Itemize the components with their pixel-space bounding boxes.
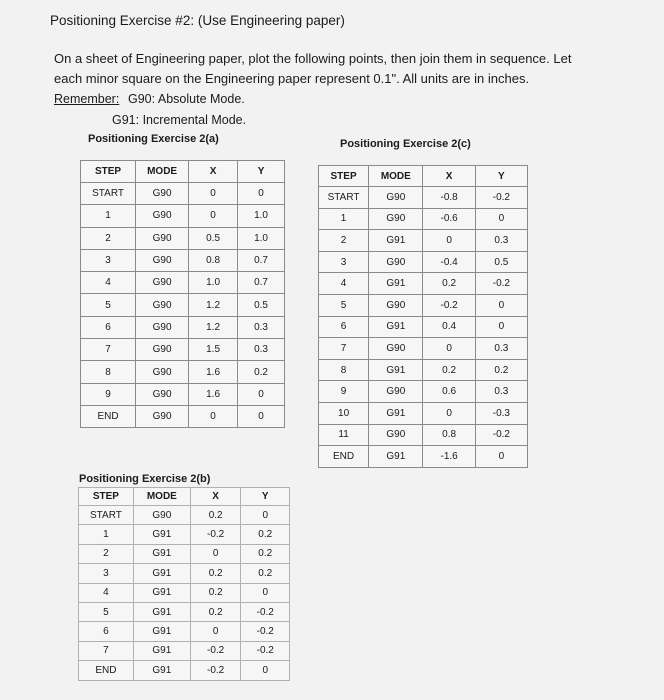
y-cell: 0.7 [238,249,285,271]
x-cell: -0.2 [190,641,241,660]
y-cell: 0 [238,383,285,405]
mode-cell: G90 [369,187,423,209]
instructions-line-1: On a sheet of Engineering paper, plot the following points, then join them in sequence. Let [54,51,572,66]
x-cell: 0.6 [423,381,475,403]
table-row [319,230,528,252]
y-cell: -0.2 [241,602,290,621]
step-cell: 9 [81,383,136,405]
table-row [319,251,528,273]
y-cell: -0.2 [475,187,527,209]
step-cell: 5 [81,294,136,316]
x-cell: 1.6 [189,383,238,405]
step-cell: START [319,187,369,209]
mode-cell: G91 [133,661,190,680]
mode-cell: G91 [369,273,423,295]
mode-cell: G91 [369,402,423,424]
step-cell: 1 [319,208,369,230]
x-cell: 0.8 [423,424,475,446]
mode-cell: G90 [136,272,189,294]
mode-cell: G91 [133,525,190,544]
table-a-caption: Positioning Exercise 2(a) [88,133,219,145]
x-cell: 1.2 [189,294,238,316]
table-row [319,359,528,381]
x-cell: -0.6 [423,208,475,230]
y-cell: 0.3 [238,316,285,338]
table-exercise-2b [78,487,290,681]
x-cell: 0 [190,622,241,641]
step-cell: 8 [81,361,136,383]
y-cell: 0 [475,208,527,230]
mode-cell: G90 [136,249,189,271]
step-cell: 3 [79,564,134,583]
page-title: Positioning Exercise #2: (Use Engineering paper) [50,13,345,28]
x-cell: 0.2 [423,273,475,295]
table-row [319,424,528,446]
step-cell: 4 [79,583,134,602]
x-cell: 0 [423,230,475,252]
table-row [79,564,290,583]
y-cell: 0.2 [475,359,527,381]
y-cell: 0.3 [238,339,285,361]
table-row [81,294,285,316]
y-cell: -0.2 [475,424,527,446]
x-cell: -0.2 [190,661,241,680]
step-cell: 1 [79,525,134,544]
column-header-mode: MODE [133,488,190,506]
y-cell: 0.2 [241,564,290,583]
table-row [81,227,285,249]
y-cell: 1.0 [238,227,285,249]
mode-cell: G90 [136,361,189,383]
y-cell: 0.2 [241,525,290,544]
table-row [79,544,290,563]
y-cell: 0.5 [238,294,285,316]
step-cell: 3 [319,251,369,273]
mode-cell: G90 [136,227,189,249]
y-cell: -0.2 [241,622,290,641]
step-cell: 4 [319,273,369,295]
step-cell: START [79,506,134,525]
x-cell: 0.5 [189,227,238,249]
step-cell: 6 [81,316,136,338]
x-cell: 0 [423,338,475,360]
x-cell: 0 [189,405,238,427]
y-cell: 1.0 [238,205,285,227]
mode-cell: G90 [136,183,189,205]
y-cell: 0.3 [475,381,527,403]
mode-cell: G90 [136,339,189,361]
table-row [79,661,290,680]
mode-cell: G91 [133,602,190,621]
step-cell: 4 [81,272,136,294]
table-exercise-2c [318,165,528,468]
y-cell: 0 [241,506,290,525]
step-cell: 7 [81,339,136,361]
y-cell: -0.2 [241,641,290,660]
x-cell: 1.5 [189,339,238,361]
column-header-step: STEP [81,161,136,183]
table-row [79,641,290,660]
mode-cell: G91 [133,583,190,602]
table-row [319,402,528,424]
table-row [319,273,528,295]
table-row [81,316,285,338]
x-cell: 0.2 [190,564,241,583]
mode-cell: G91 [133,622,190,641]
table-header-row [79,488,290,506]
x-cell: 0.2 [190,602,241,621]
step-cell: 1 [81,205,136,227]
table-row [81,339,285,361]
table-c-caption: Positioning Exercise 2(c) [340,138,471,150]
step-cell: 6 [79,622,134,641]
table-row [81,183,285,205]
y-cell: 0.3 [475,338,527,360]
x-cell: 0 [423,402,475,424]
x-cell: 0.8 [189,249,238,271]
step-cell: 11 [319,424,369,446]
mode-cell: G91 [369,316,423,338]
table-row [319,316,528,338]
column-header-y: Y [238,161,285,183]
y-cell: 0.2 [238,361,285,383]
mode-cell: G91 [369,230,423,252]
y-cell: 0.3 [475,230,527,252]
x-cell: 0 [189,183,238,205]
x-cell: -0.2 [423,294,475,316]
table-row [81,205,285,227]
x-cell: 1.6 [189,361,238,383]
column-header-step: STEP [79,488,134,506]
x-cell: -0.8 [423,187,475,209]
mode-cell: G90 [133,506,190,525]
table-row [319,446,528,468]
table-row [81,405,285,427]
step-cell: 9 [319,381,369,403]
step-cell: 5 [79,602,134,621]
table-exercise-2a [80,160,285,428]
x-cell: -0.4 [423,251,475,273]
mode-cell: G91 [133,641,190,660]
table-row [81,249,285,271]
step-cell: 8 [319,359,369,381]
table-row [79,602,290,621]
step-cell: 2 [319,230,369,252]
mode-cell: G91 [369,446,423,468]
mode-cell: G91 [369,359,423,381]
step-cell: 3 [81,249,136,271]
mode-cell: G90 [136,316,189,338]
mode-cell: G90 [369,251,423,273]
mode-cell: G90 [136,405,189,427]
y-cell: 0.2 [241,544,290,563]
table-row [319,381,528,403]
x-cell: 0 [190,544,241,563]
table-row [79,583,290,602]
table-row [319,208,528,230]
column-header-y: Y [241,488,290,506]
table-row [319,338,528,360]
x-cell: 0.2 [423,359,475,381]
table-row [79,622,290,641]
mode-cell: G90 [136,294,189,316]
table-row [79,525,290,544]
column-header-x: X [423,166,475,187]
column-header-x: X [189,161,238,183]
mode-cell: G90 [369,381,423,403]
step-cell: END [319,446,369,468]
table-row [81,272,285,294]
mode-cell: G91 [133,544,190,563]
mode-cell: G90 [136,383,189,405]
step-cell: END [81,405,136,427]
mode-cell: G90 [369,338,423,360]
table-header-row [81,161,285,183]
table-row [79,506,290,525]
step-cell: END [79,661,134,680]
table-b-caption: Positioning Exercise 2(b) [79,473,211,485]
step-cell: START [81,183,136,205]
x-cell: 0.2 [190,583,241,602]
y-cell: 0 [475,316,527,338]
step-cell: 2 [81,227,136,249]
x-cell: -0.2 [190,525,241,544]
mode-cell: G91 [133,564,190,583]
x-cell: 0.4 [423,316,475,338]
y-cell: 0 [238,405,285,427]
y-cell: 0 [241,583,290,602]
y-cell: 0 [475,446,527,468]
y-cell: -0.3 [475,402,527,424]
instructions-line-2: each minor square on the Engineering paper represent 0.1". All units are in inches. [54,71,530,86]
column-header-mode: MODE [136,161,189,183]
mode-cell: G90 [369,208,423,230]
table-row [319,187,528,209]
x-cell: 0.2 [190,506,241,525]
mode-cell: G90 [369,294,423,316]
y-cell: 0 [241,661,290,680]
table-row [81,383,285,405]
step-cell: 2 [79,544,134,563]
step-cell: 7 [79,641,134,660]
x-cell: 0 [189,205,238,227]
step-cell: 6 [319,316,369,338]
x-cell: 1.0 [189,272,238,294]
y-cell: -0.2 [475,273,527,295]
column-header-y: Y [475,166,527,187]
column-header-x: X [190,488,241,506]
step-cell: 7 [319,338,369,360]
y-cell: 0 [238,183,285,205]
mode-cell: G90 [136,205,189,227]
column-header-step: STEP [319,166,369,187]
step-cell: 5 [319,294,369,316]
table-header-row [319,166,528,187]
column-header-mode: MODE [369,166,423,187]
mode-cell: G90 [369,424,423,446]
y-cell: 0.5 [475,251,527,273]
remember-g90-note: G90: Absolute Mode. [128,92,245,106]
y-cell: 0 [475,294,527,316]
x-cell: 1.2 [189,316,238,338]
remember-g91-note: G91: Incremental Mode. [112,113,247,127]
remember-label: Remember: [54,92,120,106]
step-cell: 10 [319,402,369,424]
table-row [319,294,528,316]
y-cell: 0.7 [238,272,285,294]
table-row [81,361,285,383]
x-cell: -1.6 [423,446,475,468]
